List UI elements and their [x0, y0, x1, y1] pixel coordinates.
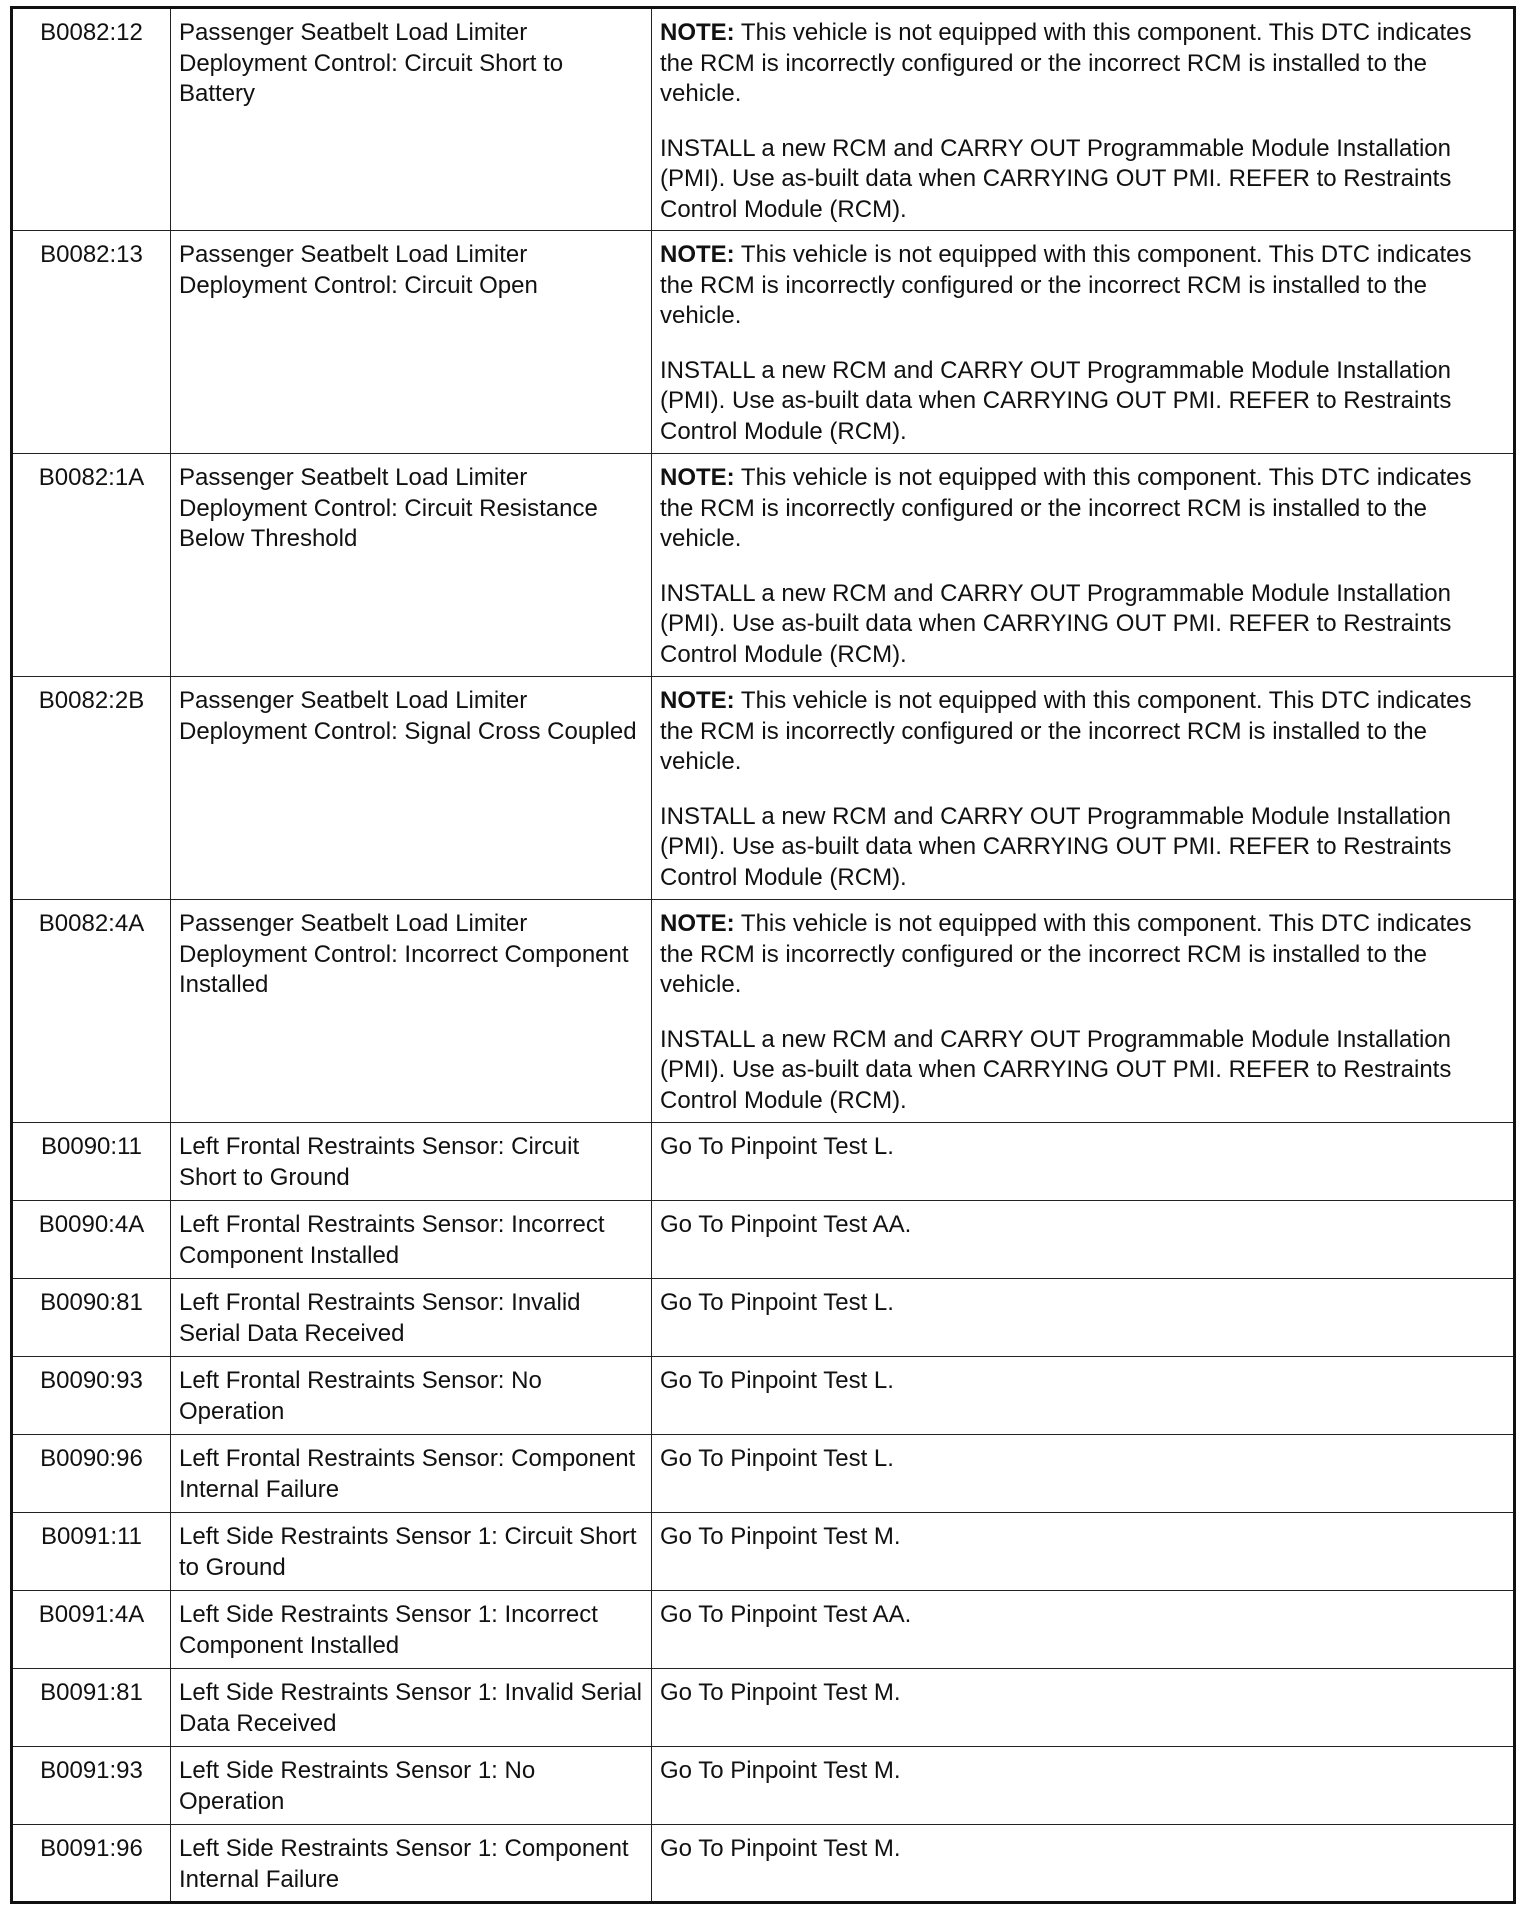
note-paragraph [660, 240, 1505, 332]
table-row [12, 677, 1515, 900]
action-cell [652, 677, 1515, 900]
dtc-description: Left Frontal Restraints Sensor: Incorrect Component Installed [171, 1201, 652, 1279]
note-text: This vehicle is not equipped with this component. This DTC indicates the RCM is incorrectly configured or the incorrect RCM is installed to the vehicle. [660, 241, 1472, 329]
dtc-description: Left Side Restraints Sensor 1: Invalid Serial Data Received [171, 1669, 652, 1747]
action-cell [652, 900, 1515, 1123]
action-text: Go To Pinpoint Test L. [652, 1435, 1515, 1513]
action-text: Go To Pinpoint Test AA. [652, 1591, 1515, 1669]
dtc-description: Left Side Restraints Sensor 1: Component Internal Failure [171, 1825, 652, 1903]
dtc-code: B0082:1A [12, 454, 171, 677]
table-row [12, 1435, 1515, 1513]
table-row [12, 1513, 1515, 1591]
dtc-description: Passenger Seatbelt Load Limiter Deployment Control: Signal Cross Coupled [171, 677, 652, 900]
table-row [12, 231, 1515, 454]
table-row [12, 8, 1515, 231]
note-text: This vehicle is not equipped with this component. This DTC indicates the RCM is incorrectly configured or the incorrect RCM is installed to the vehicle. [660, 464, 1472, 552]
action-text: Go To Pinpoint Test L. [652, 1357, 1515, 1435]
dtc-code: B0090:96 [12, 1435, 171, 1513]
table-row [12, 1201, 1515, 1279]
dtc-description: Passenger Seatbelt Load Limiter Deployment Control: Incorrect Component Installed [171, 900, 652, 1123]
dtc-description: Passenger Seatbelt Load Limiter Deployment Control: Circuit Short to Battery [171, 8, 652, 231]
dtc-code: B0082:12 [12, 8, 171, 231]
note-paragraph [660, 686, 1505, 778]
table-row [12, 1825, 1515, 1903]
dtc-description: Left Frontal Restraints Sensor: Circuit Short to Ground [171, 1123, 652, 1201]
action-cell [652, 8, 1515, 231]
note-label: NOTE: [660, 241, 735, 268]
action-text: INSTALL a new RCM and CARRY OUT Programmable Module Installation (PMI). Use as-built data when CARRYING OUT PMI. REFER to Restraints Control Module (RCM). [660, 579, 1452, 668]
dtc-code: B0090:4A [12, 1201, 171, 1279]
table-row [12, 1123, 1515, 1201]
table-row [12, 1357, 1515, 1435]
dtc-description: Left Frontal Restraints Sensor: No Operation [171, 1357, 652, 1435]
action-text: Go To Pinpoint Test L. [652, 1123, 1515, 1201]
dtc-description: Left Side Restraints Sensor 1: Incorrect Component Installed [171, 1591, 652, 1669]
note-label: NOTE: [660, 464, 735, 491]
note-paragraph [660, 18, 1505, 110]
dtc-code: B0091:96 [12, 1825, 171, 1903]
note-text: This vehicle is not equipped with this component. This DTC indicates the RCM is incorrectly configured or the incorrect RCM is installed to the vehicle. [660, 910, 1472, 998]
dtc-code: B0091:11 [12, 1513, 171, 1591]
action-text: Go To Pinpoint Test M. [652, 1669, 1515, 1747]
dtc-code: B0091:81 [12, 1669, 171, 1747]
dtc-code: B0091:93 [12, 1747, 171, 1825]
action-text: INSTALL a new RCM and CARRY OUT Programmable Module Installation (PMI). Use as-built data when CARRYING OUT PMI. REFER to Restraints Control Module (RCM). [660, 134, 1452, 223]
note-paragraph [660, 909, 1505, 1001]
dtc-description: Passenger Seatbelt Load Limiter Deployment Control: Circuit Resistance Below Threshold [171, 454, 652, 677]
note-label: NOTE: [660, 910, 735, 937]
action-cell [652, 231, 1515, 454]
action-text: INSTALL a new RCM and CARRY OUT Programmable Module Installation (PMI). Use as-built data when CARRYING OUT PMI. REFER to Restraints Control Module (RCM). [660, 356, 1452, 445]
dtc-code: B0090:93 [12, 1357, 171, 1435]
action-text: Go To Pinpoint Test M. [652, 1513, 1515, 1591]
action-text: INSTALL a new RCM and CARRY OUT Programmable Module Installation (PMI). Use as-built data when CARRYING OUT PMI. REFER to Restraints Control Module (RCM). [660, 1025, 1452, 1114]
dtc-code: B0082:2B [12, 677, 171, 900]
dtc-code: B0082:4A [12, 900, 171, 1123]
table-row [12, 900, 1515, 1123]
action-text: Go To Pinpoint Test AA. [652, 1201, 1515, 1279]
action-text: Go To Pinpoint Test M. [652, 1825, 1515, 1903]
dtc-code: B0090:11 [12, 1123, 171, 1201]
table-row [12, 1747, 1515, 1825]
table-row [12, 1591, 1515, 1669]
note-paragraph [660, 463, 1505, 555]
note-label: NOTE: [660, 687, 735, 714]
action-cell [652, 454, 1515, 677]
table-row [12, 454, 1515, 677]
dtc-description: Passenger Seatbelt Load Limiter Deployment Control: Circuit Open [171, 231, 652, 454]
dtc-description: Left Side Restraints Sensor 1: Circuit Short to Ground [171, 1513, 652, 1591]
dtc-description: Left Side Restraints Sensor 1: No Operation [171, 1747, 652, 1825]
dtc-description: Left Frontal Restraints Sensor: Component Internal Failure [171, 1435, 652, 1513]
dtc-code: B0090:81 [12, 1279, 171, 1357]
note-label: NOTE: [660, 19, 735, 46]
dtc-table [10, 6, 1516, 1904]
table-row [12, 1279, 1515, 1357]
action-text: Go To Pinpoint Test L. [652, 1279, 1515, 1357]
dtc-code: B0082:13 [12, 231, 171, 454]
table-row [12, 1669, 1515, 1747]
dtc-description: Left Frontal Restraints Sensor: Invalid Serial Data Received [171, 1279, 652, 1357]
dtc-code: B0091:4A [12, 1591, 171, 1669]
note-text: This vehicle is not equipped with this component. This DTC indicates the RCM is incorrectly configured or the incorrect RCM is installed to the vehicle. [660, 19, 1472, 107]
action-text: Go To Pinpoint Test M. [652, 1747, 1515, 1825]
note-text: This vehicle is not equipped with this component. This DTC indicates the RCM is incorrectly configured or the incorrect RCM is installed to the vehicle. [660, 687, 1472, 775]
action-text: INSTALL a new RCM and CARRY OUT Programmable Module Installation (PMI). Use as-built data when CARRYING OUT PMI. REFER to Restraints Control Module (RCM). [660, 802, 1452, 891]
